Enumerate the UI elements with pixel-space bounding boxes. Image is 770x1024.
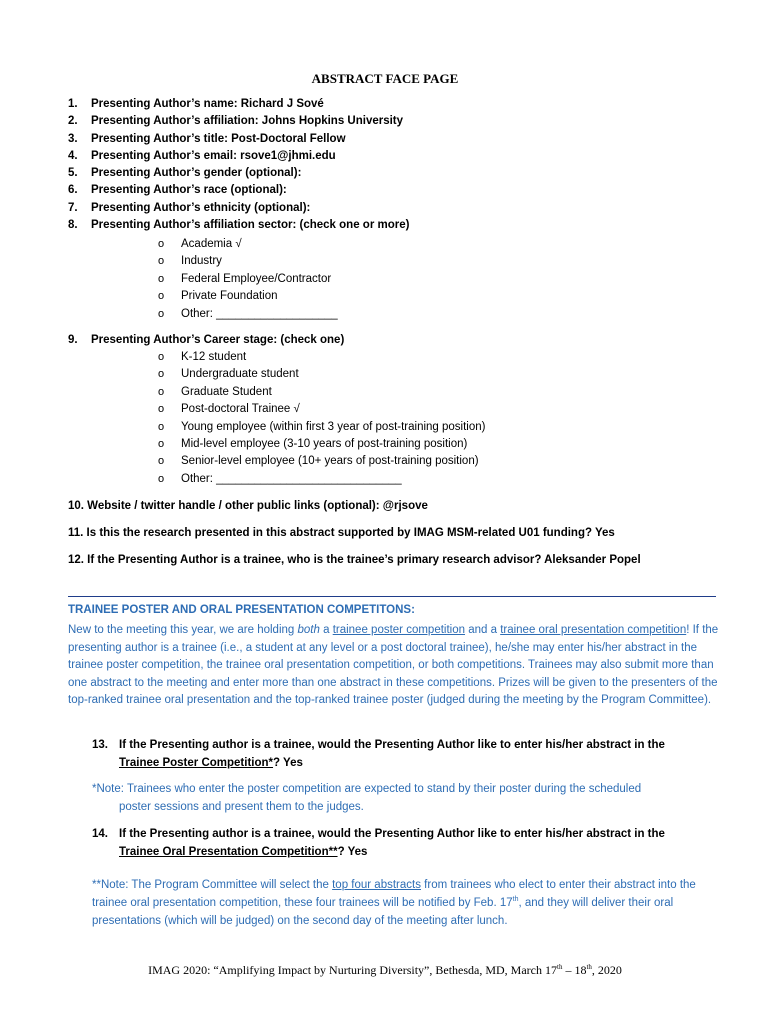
option-label: K-12 student <box>181 351 247 363</box>
option-label: Undergraduate student <box>181 368 299 381</box>
question-3 <box>68 131 748 148</box>
question-text: Presenting Author’s ethnicity (optional): <box>91 201 311 214</box>
oral-competition-label: Trainee Oral Presentation Competition** <box>119 846 338 858</box>
question-number: 9. <box>68 334 78 346</box>
superscript: th <box>557 963 563 971</box>
footer-text: IMAG 2020: “Amplifying Impact by Nurturing Diversity”, Bethesda, MD, March 17 <box>148 963 558 977</box>
checkbox-bullet: o <box>158 438 165 451</box>
emphasis-text: both <box>297 624 320 636</box>
poster-competition-label: Trainee Poster Competition* <box>119 757 274 769</box>
question-8 <box>68 217 748 234</box>
paragraph-text: a <box>319 624 333 636</box>
option-label: Academia √ <box>181 238 242 250</box>
question-11: 11. Is this the research presented in this abstract supported by IMAG MSM-related U01 funding? Yes <box>68 527 615 539</box>
checkbox-bullet: o <box>158 307 165 320</box>
question-number: 4. <box>68 149 78 162</box>
question-text: Presenting Author’s affiliation: Johns Hopkins University <box>91 115 404 128</box>
question-text: If the Presenting author is a trainee, would the Presenting Author like to enter his/her abstract in the <box>119 739 665 751</box>
checkbox-bullet: o <box>158 385 165 398</box>
question-list <box>68 96 748 234</box>
paragraph-text: New to the meeting this year, we are holding <box>68 624 298 636</box>
question-7 <box>68 200 748 217</box>
career-options <box>158 349 486 488</box>
footer-text: , 2020 <box>591 963 622 977</box>
page-title: ABSTRACT FACE PAGE <box>311 71 459 86</box>
poster-note <box>92 780 722 816</box>
checkbox-bullet: o <box>158 368 165 381</box>
question-text: Presenting Author’s race (optional): <box>91 184 287 197</box>
question-5 <box>68 165 748 182</box>
option-label: Private Foundation <box>181 290 278 303</box>
option-undergraduate[interactable] <box>158 366 486 383</box>
question-number: 5. <box>68 167 78 180</box>
footer-text: – 18 <box>562 963 587 977</box>
option-label: Senior-level employee (10+ years of post-training position) <box>181 455 479 468</box>
option-private-foundation[interactable] <box>158 288 338 305</box>
superscript: th <box>512 896 519 904</box>
option-academia[interactable] <box>158 236 338 253</box>
note-text: poster sessions and present them to the judges. <box>119 801 364 813</box>
option-career-other[interactable] <box>158 471 486 488</box>
question-6 <box>68 182 748 199</box>
question-answer: ? Yes <box>337 846 368 858</box>
question-2 <box>68 113 748 130</box>
section-divider <box>68 596 716 597</box>
option-industry[interactable] <box>158 253 338 270</box>
option-label: Young employee (within first 3 year of post-training position) <box>181 420 486 433</box>
competition-heading: TRAINEE POSTER AND ORAL PRESENTATION COMPETITONS: <box>68 604 415 616</box>
question-12: 12. If the Presenting Author is a trainee, who is the trainee’s primary research advisor? Aleksander Popel <box>68 554 641 566</box>
question-text: Presenting Author’s name: Richard J Sové <box>91 98 324 110</box>
question-number: 1. <box>68 98 78 110</box>
poster-competition-link[interactable]: trainee poster competition <box>332 624 466 636</box>
oral-note <box>92 876 732 930</box>
checkbox-bullet: o <box>158 290 165 303</box>
checkbox-bullet: o <box>158 455 165 468</box>
question-14 <box>92 825 717 861</box>
checkbox-bullet: o <box>158 420 165 433</box>
option-k12[interactable] <box>158 349 486 366</box>
note-text: *Note: Trainees who enter the poster competition are expected to stand by their poster during the scheduled <box>92 783 642 795</box>
competition-paragraph <box>68 622 724 710</box>
oral-competition-link[interactable]: trainee oral presentation competition <box>500 624 687 636</box>
option-label: Graduate Student <box>181 385 272 398</box>
question-text: Presenting Author’s email: rsove1@jhmi.edu <box>91 149 336 162</box>
option-graduate[interactable] <box>158 384 486 401</box>
checkbox-bullet: o <box>158 238 165 250</box>
option-other[interactable] <box>158 306 338 323</box>
question-1 <box>68 96 748 113</box>
question-number: 7. <box>68 201 78 214</box>
question-number: 14. <box>92 828 108 840</box>
option-mid-level[interactable] <box>158 436 486 453</box>
option-label: Federal Employee/Contractor <box>181 272 332 285</box>
note-text: **Note: The Program Committee will select the <box>92 879 333 891</box>
question-text: Presenting Author’s title: Post-Doctoral Fellow <box>91 132 346 145</box>
question-text: Presenting Author’s affiliation sector: (check one or more) <box>91 219 410 232</box>
option-label: Other: ___________________ <box>181 307 338 320</box>
question-number: 13. <box>92 739 108 751</box>
paragraph-text: and a <box>465 624 501 636</box>
checkbox-bullet: o <box>158 255 165 268</box>
question-4 <box>68 148 748 165</box>
question-10: 10. Website / twitter handle / other public links (optional): @rjsove <box>68 500 428 512</box>
note-text: from trainees who elect to enter their abstract into the trainee oral presentation competition, these four trainees will be notified by Feb. 17 <box>92 879 696 909</box>
question-text: If the Presenting author is a trainee, would the Presenting Author like to enter his/her abstract in the <box>119 828 665 840</box>
question-9 <box>68 332 748 349</box>
question-number: 8. <box>68 219 78 232</box>
page-footer <box>0 963 770 978</box>
option-senior-level[interactable] <box>158 453 486 470</box>
superscript: th <box>586 963 592 971</box>
question-number: 3. <box>68 132 78 145</box>
option-federal[interactable] <box>158 271 338 288</box>
question-text: Presenting Author’s Career stage: (check one) <box>91 334 345 346</box>
checkbox-bullet: o <box>158 472 165 485</box>
question-number: 2. <box>68 115 78 128</box>
paragraph-text: ! If the presenting author is a trainee (i.e., a student at any level or a post doctoral trainee), he/she may enter his/her abstract in the trainee poster competition, the trainee oral presentation competition, or both competitions. Trainees may also submit more than one abstract to the meeting and enter more than one abstract in these competitions. Prizes will be given to the presenters of the top-ranked trainee oral presentation and the top-ranked trainee poster (judged during the meeting by the Program Committee). <box>68 624 719 706</box>
option-label: Industry <box>181 255 222 268</box>
question-text: Presenting Author’s gender (optional): <box>91 167 302 180</box>
question-answer: ? Yes <box>273 757 303 769</box>
note-text: , and they will deliver their oral presentations (which will be judged) on the second day of the meeting after lunch. <box>92 897 674 927</box>
question-9-list <box>68 332 748 349</box>
option-label: Other: _____________________________ <box>181 472 402 485</box>
option-postdoc[interactable] <box>158 401 486 418</box>
option-young-employee[interactable] <box>158 419 486 436</box>
question-number: 6. <box>68 184 78 197</box>
option-label: Post-doctoral Trainee √ <box>181 403 300 416</box>
question-13 <box>92 736 717 772</box>
option-label: Mid-level employee (3-10 years of post-training position) <box>181 438 468 451</box>
top-four-abstracts-link[interactable]: top four abstracts <box>332 879 421 891</box>
checkbox-bullet: o <box>158 272 165 285</box>
checkbox-bullet: o <box>158 403 165 416</box>
sector-options <box>158 236 338 323</box>
checkbox-bullet: o <box>158 351 165 363</box>
